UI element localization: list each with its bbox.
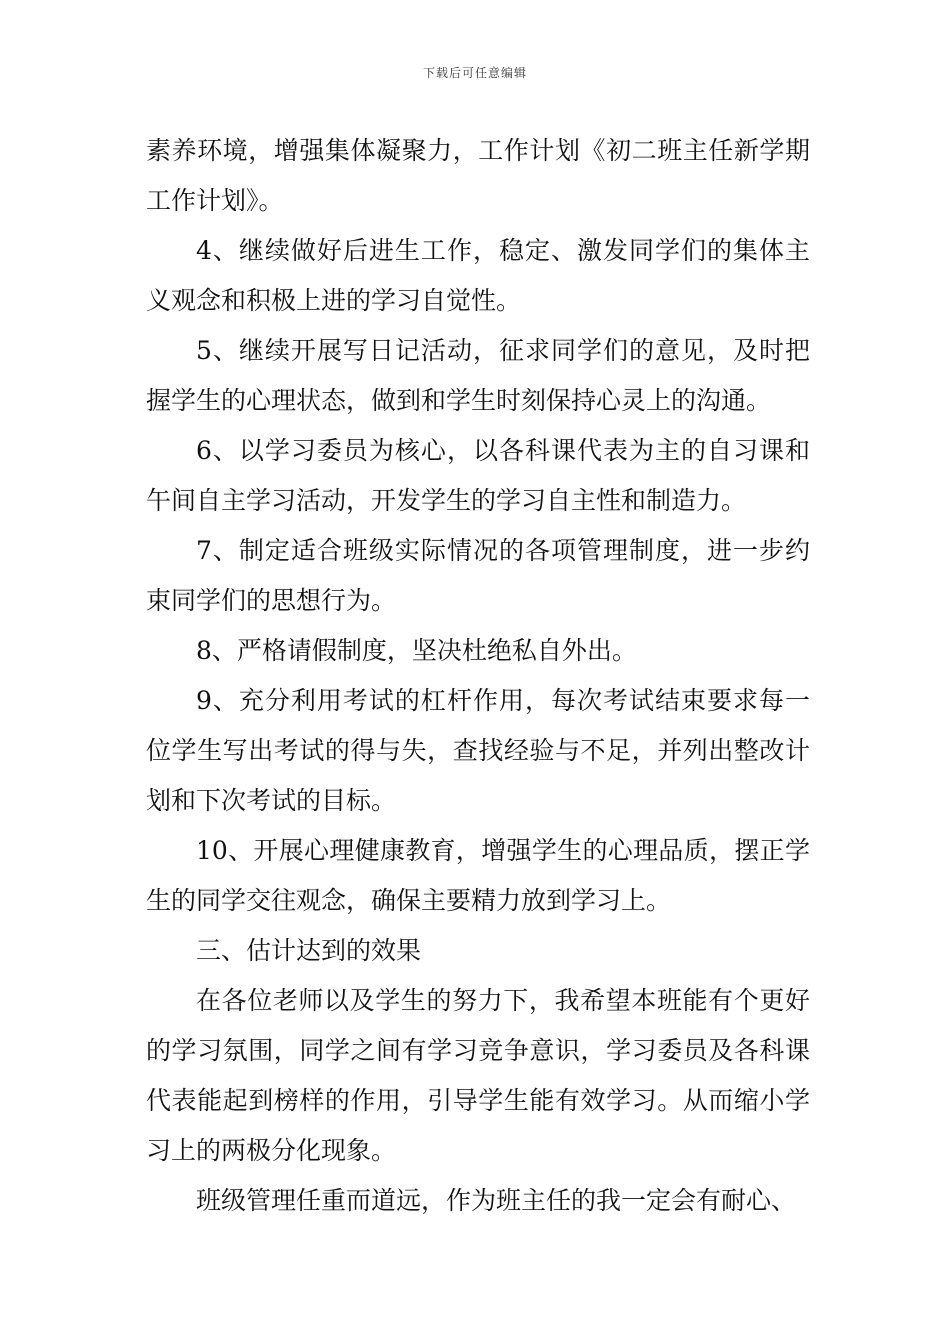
- paragraph-closing: 班级管理任重而道远，作为班主任的我一定会有耐心、: [196, 1186, 797, 1215]
- paragraph-item-10: 10、开展心理健康教育，增强学生的心理品质，摆正学生的同学交往观念，确保主要精力放到学习上。: [146, 836, 810, 915]
- document-body: [146, 126, 810, 1226]
- paragraph-item-6: 6、以学习委员为核心，以各科课代表为主的自习课和午间自主学习活动，开发学生的学习自主性和制造力。: [146, 436, 810, 515]
- paragraph-1: 素养环境，增强集体凝聚力，工作计划《初二班主任新学期工作计划》。: [146, 136, 810, 215]
- paragraph-item-7: 7、制定适合班级实际情况的各项管理制度，进一步约束同学们的思想行为。: [146, 536, 810, 615]
- paragraph-item-9: 9、充分利用考试的杠杆作用，每次考试结束要求每一位学生写出考试的得与失，查找经验与不足，并列出整改计划和下次考试的目标。: [146, 686, 810, 815]
- section-heading-3: 三、估计达到的效果: [196, 936, 422, 965]
- paragraph-item-8: 8、严格请假制度，坚决杜绝私自外出。: [196, 636, 637, 665]
- paragraph-item-4: 4、继续做好后进生工作，稳定、激发同学们的集体主义观念和积极上进的学习自觉性。: [146, 236, 810, 315]
- paragraph-expected-effect: 在各位老师以及学生的努力下，我希望本班能有个更好的学习氛围，同学之间有学习竞争意识，学习委员及各科课代表能起到榜样的作用，引导学生能有效学习。从而缩小学习上的两极分化现象。: [146, 986, 810, 1165]
- paragraph-item-5: 5、继续开展写日记活动，征求同学们的意见，及时把握学生的心理状态，做到和学生时刻保持心灵上的沟通。: [146, 336, 810, 415]
- page-header: 下载后可任意编辑: [422, 66, 527, 80]
